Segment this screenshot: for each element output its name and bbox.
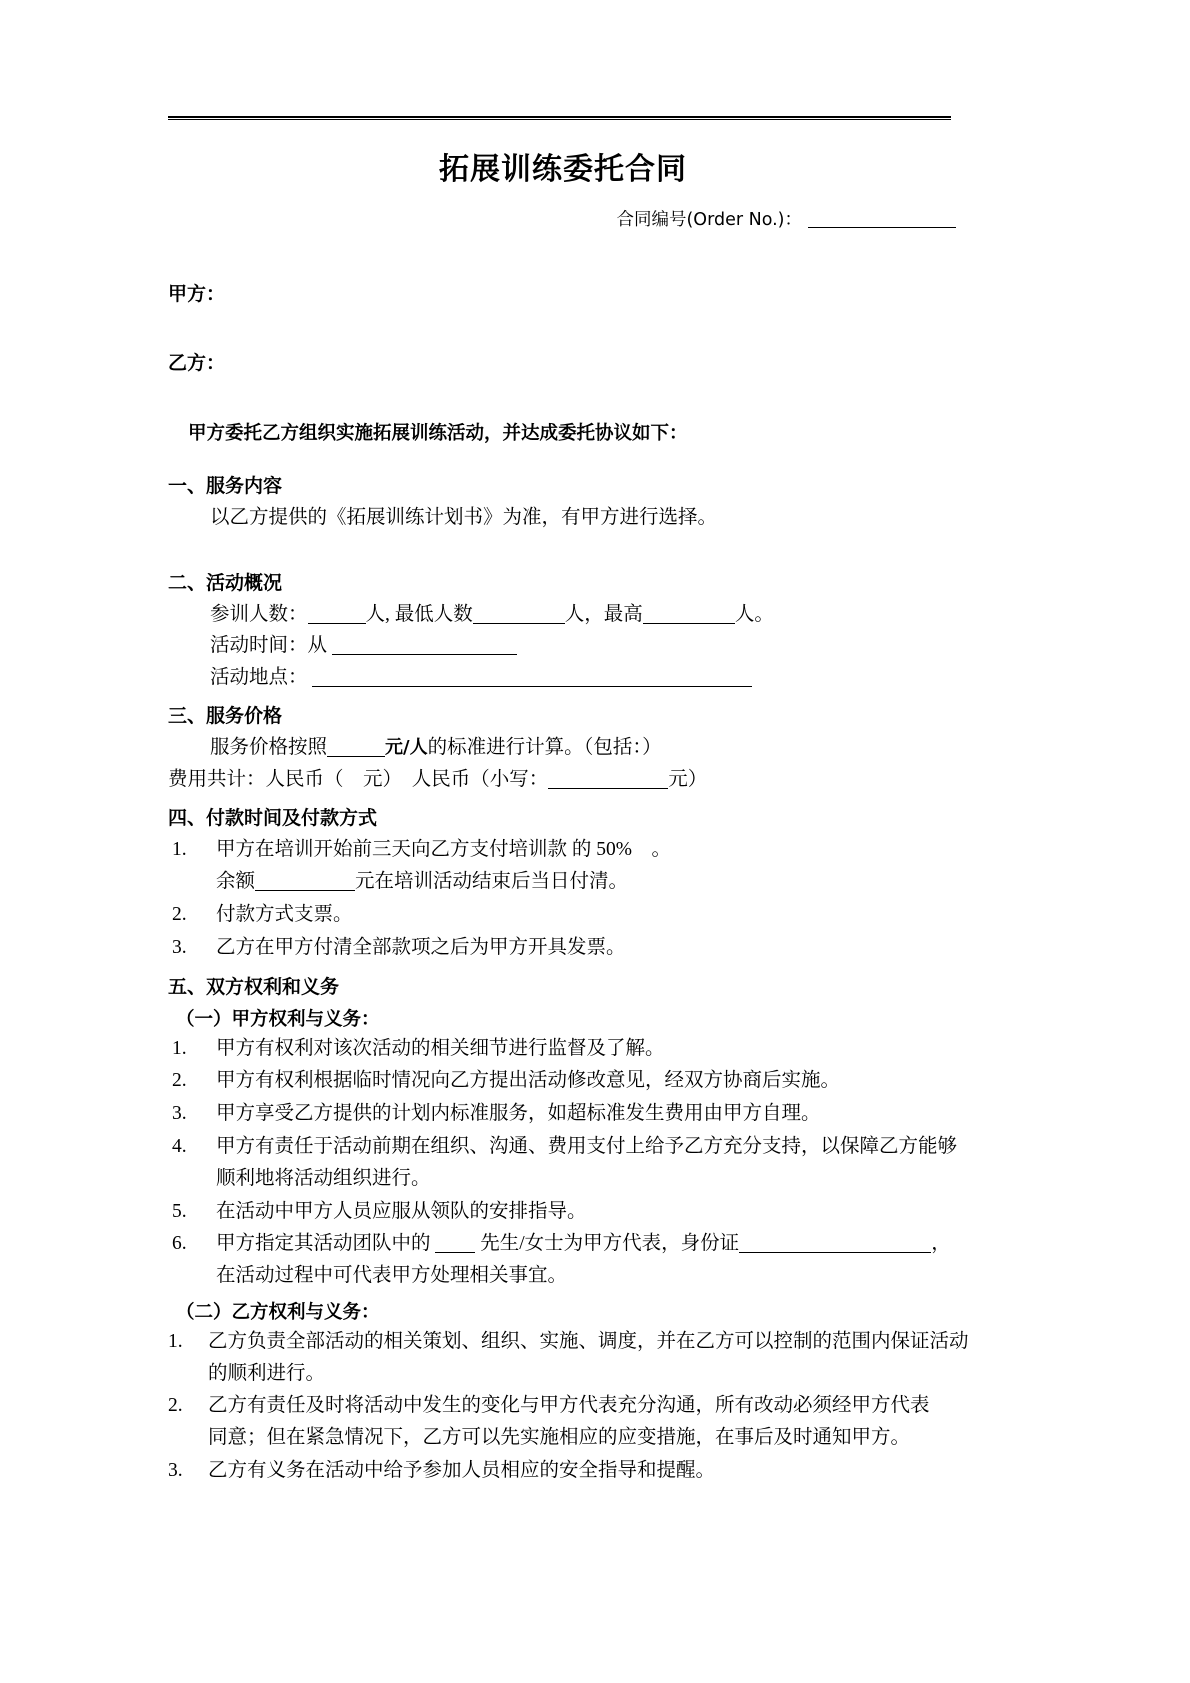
list-item-text: 甲方有权利对该次活动的相关细节进行监督及了解。 <box>216 1037 665 1059</box>
list-marker: 2. <box>168 1395 183 1417</box>
participants-label: 参训人数： <box>210 603 308 625</box>
participants-unit: 人 <box>365 603 386 625</box>
total-fee-line <box>168 764 958 796</box>
party-a-rights-list <box>168 1033 958 1292</box>
participants-line <box>168 599 958 631</box>
max-participants-blank[interactable] <box>643 623 735 624</box>
activity-place-line <box>168 662 958 694</box>
service-price-unit: 元/人 <box>385 737 428 759</box>
list-marker: 1. <box>168 1330 183 1352</box>
page-title: 拓展训练委托合同 <box>439 152 687 187</box>
activity-time-line <box>168 630 958 662</box>
list-item-continuation: 顺利地将活动组织进行。 <box>216 1167 431 1189</box>
max-participants-label: 人，最高 <box>564 603 643 625</box>
section-heading-1: 一、服务内容 <box>168 475 283 497</box>
list-item-text: 甲方在培训开始前三天向乙方支付培训款 的 50% 。 <box>216 839 671 861</box>
order-number-blank[interactable] <box>808 227 956 228</box>
list-item-continuation: 的顺利进行。 <box>208 1362 326 1384</box>
list-item <box>168 1455 958 1487</box>
list-item <box>168 1196 958 1228</box>
representative-id-blank[interactable] <box>739 1252 931 1253</box>
list-item-text: 乙方有义务在活动中给予参加人员相应的安全指导和提醒。 <box>208 1459 716 1481</box>
list-marker: 1. <box>172 839 187 861</box>
list-item-text: 甲方享受乙方提供的计划内标准服务，如超标准发生费用由甲方自理。 <box>216 1103 821 1125</box>
section-heading-5: 五、双方权利和义务 <box>168 975 340 998</box>
order-number-label: 合同编号(Order No.)： <box>616 210 802 230</box>
balance-amount-blank[interactable] <box>255 890 355 891</box>
list-item-text: 乙方在甲方付清全部款项之后为甲方开具发票。 <box>216 936 626 958</box>
payment-terms-list <box>168 834 958 963</box>
section-1-body: 以乙方提供的《拓展训练计划书》为准，有甲方进行选择。 <box>210 507 718 528</box>
subsection-heading-a: （一）甲方权利与义务： <box>176 1008 380 1030</box>
list-item-text: 付款方式支票。 <box>216 904 353 926</box>
representative-name-blank[interactable] <box>435 1252 475 1253</box>
representative-label: 甲方指定其活动团队中的 <box>216 1233 431 1255</box>
section-heading-4: 四、付款时间及付款方式 <box>168 807 378 830</box>
party-a-label: 甲方： <box>168 283 226 305</box>
list-marker: 3. <box>172 936 187 958</box>
service-price-suffix: 的标准进行计算。（包括：） <box>427 737 662 759</box>
representative-suffix: 先生/女士为甲方代表，身份证 <box>480 1233 740 1255</box>
participants-unit-end: 人。 <box>734 603 774 625</box>
service-price-blank[interactable] <box>327 756 385 757</box>
list-item <box>168 932 958 964</box>
section-heading-3: 三、服务价格 <box>168 705 283 728</box>
list-marker: 2. <box>172 1070 187 1092</box>
list-item-text: 乙方负责全部活动的相关策划、组织、实施、调度，并在乙方可以控制的范围内保证活动 <box>208 1330 969 1352</box>
participants-count-blank[interactable] <box>308 623 366 624</box>
list-marker: 3. <box>168 1459 183 1481</box>
list-item <box>168 1326 969 1390</box>
agreement-intro: 甲方委托乙方组织实施拓展训练活动，并达成委托协议如下： <box>188 423 688 444</box>
service-price-label: 服务价格按照 <box>210 737 328 759</box>
section-heading-2: 二、活动概况 <box>168 571 283 594</box>
activity-place-label: 活动地点： <box>210 666 308 688</box>
representative-comma: ， <box>931 1233 951 1255</box>
list-item-continuation: 同意；但在紧急情况下，乙方可以先实施相应的应变措施，在事后及时通知甲方。 <box>208 1427 911 1449</box>
list-marker: 3. <box>172 1103 187 1125</box>
activity-time-label: 活动时间：从 <box>210 635 328 657</box>
list-item-text: 在活动中甲方人员应服从领队的安排指导。 <box>216 1200 587 1222</box>
party-b-label: 乙方： <box>168 352 226 374</box>
activity-time-blank[interactable] <box>332 654 517 655</box>
list-item <box>168 899 958 931</box>
list-item-text <box>216 1233 951 1254</box>
list-item <box>168 1390 958 1454</box>
list-item-text: 甲方有责任于活动前期在组织、沟通、费用支付上给予乙方充分支持，以保障乙方能够 <box>216 1135 958 1157</box>
list-marker: 6. <box>172 1233 187 1255</box>
list-item-continuation: 在活动过程中可代表甲方处理相关事宜。 <box>216 1265 568 1287</box>
list-item <box>168 1098 958 1130</box>
balance-label: 余额 <box>216 871 256 893</box>
activity-place-blank[interactable] <box>312 686 752 687</box>
list-marker: 4. <box>172 1135 187 1157</box>
min-participants-blank[interactable] <box>473 623 565 624</box>
list-item <box>168 1228 958 1292</box>
list-item <box>168 1131 958 1195</box>
total-fee-suffix: 元） <box>668 768 708 790</box>
balance-suffix: 元在培训活动结束后当日付清。 <box>355 871 629 893</box>
min-participants-label: , 最低人数 <box>385 603 473 625</box>
list-item <box>168 1065 958 1097</box>
list-item-continuation <box>216 866 958 898</box>
list-item <box>168 834 958 898</box>
list-item <box>168 1033 958 1065</box>
total-fee-label: 费用共计：人民币（ 元） 人民币（小写： <box>168 768 549 790</box>
document-content <box>168 0 969 1487</box>
party-b-rights-list <box>168 1326 969 1487</box>
list-marker: 2. <box>172 904 187 926</box>
list-item-text: 乙方有责任及时将活动中发生的变化与甲方代表充分沟通，所有改动必须经甲方代表 <box>208 1395 930 1417</box>
total-fee-blank[interactable] <box>548 788 668 789</box>
list-marker: 1. <box>172 1037 187 1059</box>
list-item-text: 甲方有权利根据临时情况向乙方提出活动修改意见，经双方协商后实施。 <box>216 1070 841 1092</box>
header-separator-rule <box>168 116 951 120</box>
service-price-line <box>168 732 958 764</box>
subsection-heading-b: （二）乙方权利与义务： <box>176 1301 380 1323</box>
order-number-line <box>168 206 958 231</box>
list-marker: 5. <box>172 1200 187 1222</box>
